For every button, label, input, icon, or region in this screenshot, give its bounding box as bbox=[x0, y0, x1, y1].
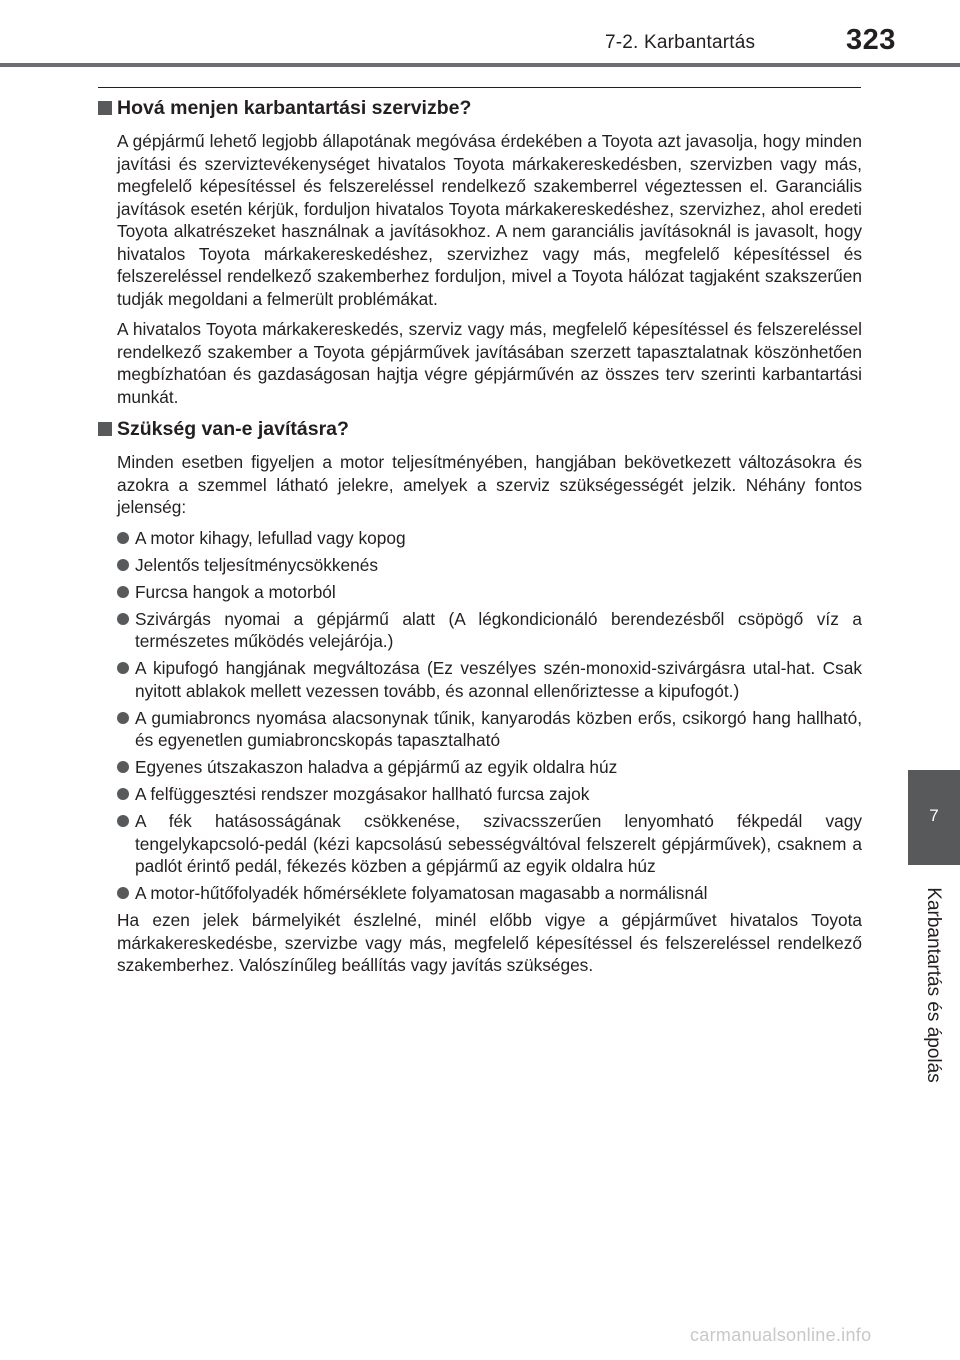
list-item-text: Szivárgás nyomai a gépjármű alatt (A légkondicionáló berendezésből csöpögő víz a természetes működés velejárója.) bbox=[135, 608, 862, 651]
paragraph: Ha ezen jelek bármelyikét észlelné, minél előbb vigye a gépjárművet hivatalos Toyota márkakereskedésbe, szervizbe vagy más, megfelelő képesítéssel és felszereléssel rendelkező szakemberhez. Valószínűleg beállítás vagy javítás szükséges. bbox=[117, 910, 862, 975]
section-top-rule bbox=[98, 87, 861, 88]
watermark: carmanualsonline.info bbox=[690, 1325, 872, 1345]
list-item bbox=[98, 756, 862, 779]
list-item-text: A kipufogó hangjának megváltozása (Ez veszélyes szén-monoxid-szivárgásra utal-hat. Csak nyitott ablakok mellett vezessen tovább, és azonnal ellenőriztesse a kipufogót.) bbox=[135, 658, 862, 701]
list-item bbox=[98, 581, 862, 604]
square-bullet-icon bbox=[98, 422, 112, 436]
section-heading-text: Szükség van-e javításra? bbox=[117, 418, 349, 440]
paragraph: A gépjármű lehető legjobb állapotának megóvása érdekében a Toyota azt javasolja, hogy minden javítási és szerviztevékenységet hivatalos Toyota márkakereskedésben, szervizben vagy más, megfelelő képesítéssel és felszereléssel rendelkező szakemberrel végeztessen el. Garanciális javítások esetén kérjük, forduljon hivatalos Toyota márkakereskedéshez, szervizhez, ahol eredeti Toyota alkatrészeket használnak a javításokhoz. A nem garanciális javításoknál is javasolt, hogy hivatalos Toyota márkakereskedéshez, szervizhez vagy más, megfelelő képesítéssel és felszereléssel rendelkező szakemberhez forduljon, mivel a Toyota hálózat tagjaként szakszerűen tudják megoldani a felmerült problémákat. bbox=[117, 131, 862, 309]
circle-bullet-icon bbox=[117, 815, 129, 827]
symptom-list bbox=[98, 527, 862, 905]
section-heading bbox=[98, 416, 862, 443]
chapter-number: 7 bbox=[929, 806, 939, 825]
page-header bbox=[0, 0, 960, 66]
chapter-title: Karbantartás és ápolás bbox=[923, 887, 944, 1083]
list-item-text: Egyenes útszakaszon haladva a gépjármű az egyik oldalra húz bbox=[135, 757, 618, 777]
circle-bullet-icon bbox=[117, 586, 129, 598]
circle-bullet-icon bbox=[117, 761, 129, 773]
circle-bullet-icon bbox=[117, 559, 129, 571]
circle-bullet-icon bbox=[117, 613, 129, 625]
circle-bullet-icon bbox=[117, 712, 129, 724]
header-rule bbox=[0, 63, 960, 67]
chapter-tab bbox=[908, 770, 960, 865]
page-content bbox=[98, 95, 862, 985]
list-item bbox=[98, 554, 862, 577]
circle-bullet-icon bbox=[117, 788, 129, 800]
list-item bbox=[98, 527, 862, 550]
list-item-text: A fék hatásosságának csökkenése, szivacsszerűen lenyomható fékpedál vagy tengelykapcsoló-pedál (kézi kapcsolású sebességváltóval felszerelt gépjárművek), csaknem a padlót érintő pedál, fékezés közben a gépjármű az egyik oldalra húz bbox=[135, 811, 862, 876]
page-number: 323 bbox=[846, 24, 896, 56]
list-item bbox=[98, 783, 862, 806]
paragraph: A hivatalos Toyota márkakereskedés, szerviz vagy más, megfelelő képesítéssel és felszereléssel rendelkező szakember a Toyota gépjárművek javításában szerzett tapasztalatnak köszönhetően megbízhatóan és gazdaságosan hajtja végre gépjárművén az összes terv szerinti karbantartási munkát. bbox=[117, 319, 862, 407]
square-bullet-icon bbox=[98, 101, 112, 115]
list-item-text: A motor-hűtőfolyadék hőmérséklete folyamatosan magasabb a normálisnál bbox=[135, 883, 708, 903]
list-item bbox=[98, 882, 862, 905]
circle-bullet-icon bbox=[117, 532, 129, 544]
paragraph: Minden esetben figyeljen a motor teljesítményében, hangjában bekövetkezett változásokra és azokra a szemmel látható jelekre, amelyek a szerviz szükségességét jelzik. Néhány fontos jelenség: bbox=[117, 452, 862, 517]
circle-bullet-icon bbox=[117, 662, 129, 674]
list-item-text: A felfüggesztési rendszer mozgásakor hallható furcsa zajok bbox=[135, 784, 590, 804]
circle-bullet-icon bbox=[117, 887, 129, 899]
section-heading bbox=[98, 95, 862, 122]
section-heading-text: Hová menjen karbantartási szervizbe? bbox=[117, 97, 472, 119]
list-item bbox=[98, 810, 862, 878]
list-item-text: A motor kihagy, lefullad vagy kopog bbox=[135, 527, 406, 548]
list-item bbox=[98, 657, 862, 702]
header-section-title: 7-2. Karbantartás bbox=[605, 32, 756, 53]
list-item-text: A gumiabroncs nyomása alacsonynak tűnik, kanyarodás közben erős, csikorgó hang hallható, és egyenetlen gumiabroncskopás tapasztalható bbox=[135, 707, 862, 750]
list-item bbox=[98, 707, 862, 752]
list-item-text: Furcsa hangok a motorból bbox=[135, 581, 336, 602]
list-item-text: Jelentős teljesítménycsökkenés bbox=[135, 554, 379, 575]
list-item bbox=[98, 608, 862, 653]
